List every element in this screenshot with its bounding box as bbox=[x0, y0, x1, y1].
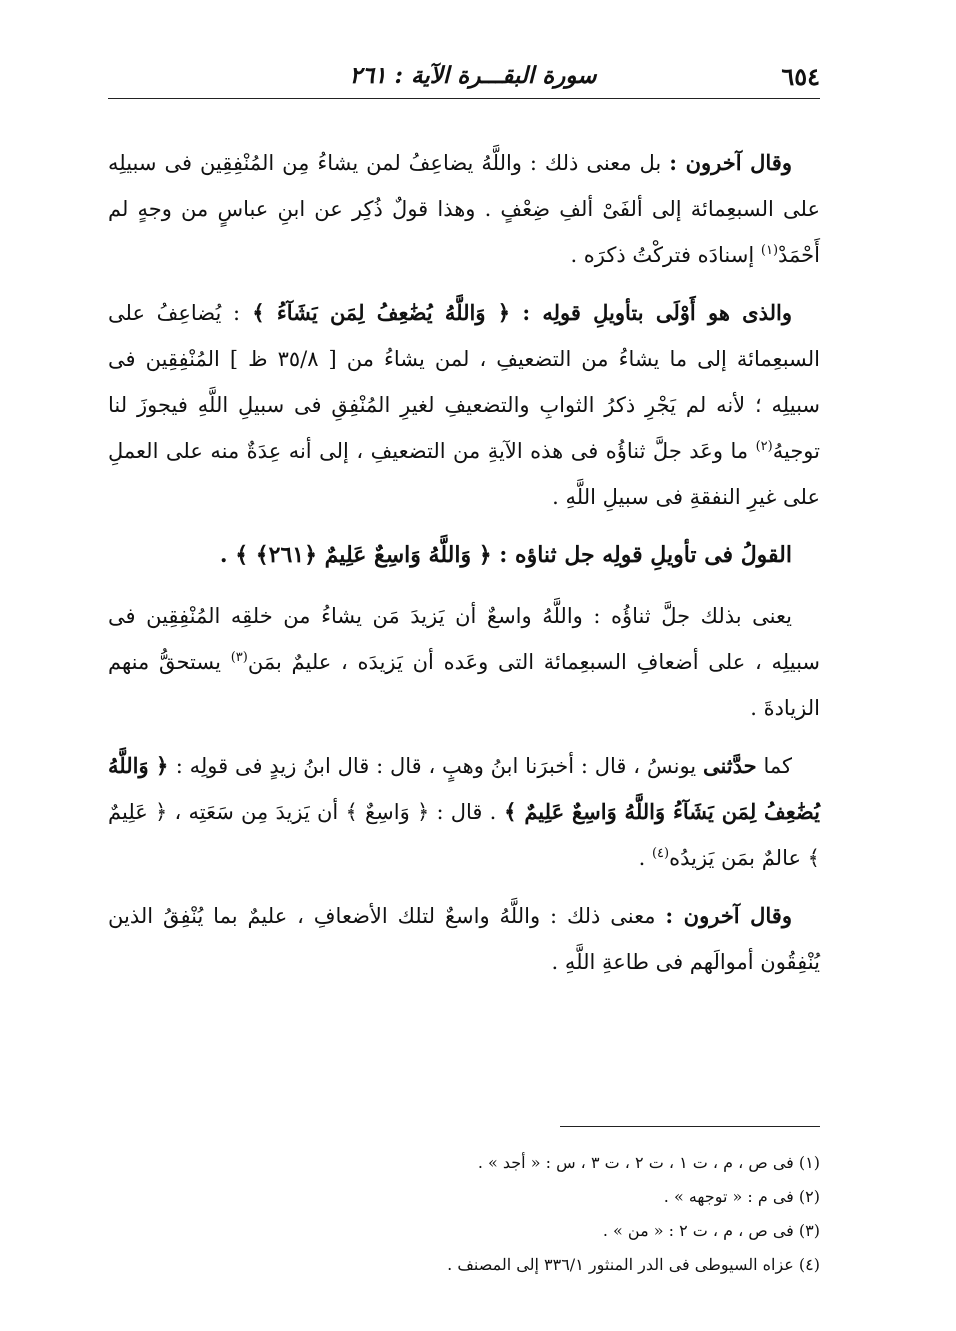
running-header bbox=[108, 54, 820, 94]
paragraph-1 bbox=[108, 140, 820, 278]
paragraph-tail: . bbox=[638, 846, 652, 870]
header-rule bbox=[108, 98, 820, 99]
paragraph-tail: ما وعَد جلَّ ثناؤُه فى هذه الآيةِ من التضعيفِ ، إلى أنه عِدَةٌ منه على العملِ على غيرِ النفقةِ فى سبيلِ اللَّهِ . bbox=[108, 439, 820, 509]
paragraph-tail: يستحقُّ منهم الزيادةَ . bbox=[108, 650, 820, 720]
footnotes bbox=[108, 1146, 820, 1282]
footnote-2: (٢) فى م : « توجهه » . bbox=[663, 1187, 820, 1206]
paragraph-pre: كما bbox=[756, 754, 792, 778]
paragraph-text: : يُضاعِفُ على السبعِمائة إلى ما يشاءُ من التضعيفِ ، لمن يشاءُ من [ ٣٥/٨ ظ ] المُنْفِقِين فى سبيلِه ؛ لأنه لم يَجْرِ ذكرُ الثوابِ والتضعيفِ لغيرِ المُنْفِقِ فى سبيلِ اللَّهِ فيجوزَ لنا توجيهُ bbox=[108, 301, 820, 463]
paragraph-text: يعنى بذلك جلَّ ثناؤُه : واللَّهُ واسعٌ أن يَزيدَ مَن يشاءُ من خلقِه المُنْفِقِين فى سبيلِه ، على أضعافِ السبعِمائة التى وعَده أن يَزيدَه ، عليمٌ بمَن bbox=[108, 604, 820, 674]
quran-verse: ﴿ وَاللَّهُ يُضَٰعِفُ لِمَن يَشَآءُ ﴾ bbox=[240, 300, 523, 325]
paragraph-3 bbox=[108, 593, 820, 731]
paragraph-lead: وقال آخرون : bbox=[665, 903, 792, 928]
paragraph-text: بل معنى ذلك : واللَّهُ يضاعِفُ لمن يشاءُ مِن المُنْفِقِين فى سبيلِه على السبعِمائة إلى ألفَىْ ألفِ ضِعْفٍ . وهذا قولٌ ذُكِر عن ابنِ عباسٍ من وجهٍ لم أَحْمَدْ bbox=[108, 151, 820, 267]
footnote-ref: (٣) bbox=[230, 650, 248, 665]
paragraph-text: يونسُ ، قال : أخبرَنا ابنُ وهبٍ ، قال : قال ابنُ زيدٍ فى قولِه : bbox=[175, 754, 703, 778]
footnote-1: (١) فى ص ، م ، ت ١ ، ت ٢ ، ت ٣ ، س : « أجد » . bbox=[477, 1153, 820, 1172]
paragraph-2 bbox=[108, 290, 820, 520]
footnote-ref: (٤) bbox=[651, 846, 670, 861]
paragraph-5 bbox=[108, 893, 820, 985]
paragraph-4 bbox=[108, 743, 820, 881]
main-text bbox=[108, 140, 820, 991]
footnote-ref: (١) bbox=[760, 243, 779, 258]
paragraph-text-2: . قال : ﴿ وَاسِعٌ ﴾ أن يَزيدَ مِن سَعَتِه ، ﴿ عَلِيمٌ ﴾ عالمٌ بمَن يَزيدُه bbox=[108, 800, 820, 870]
surah-verse-title: سورة البقـــرة الآية : ٢٦١ bbox=[349, 62, 597, 89]
paragraph-text: معنى ذلك : واللَّهُ واسعٌ لتلك الأضعافِ ، عليمٌ بما يُنْفِقُ الذين يُنْفِقُون أموالَهم فى طاعةِ اللَّهِ . bbox=[108, 904, 820, 974]
paragraph-lead: والذى هو أَوْلَى بتأويلِ قولِه : bbox=[522, 300, 792, 325]
section-heading bbox=[108, 532, 820, 579]
footnote-rule bbox=[560, 1126, 820, 1127]
quran-verse: ﴿ وَاللَّهُ يُضَٰعِفُ لِمَن يَشَآءُ وَاللَّهُ وَاسِعٌ عَلِيمٌ ﴾ bbox=[108, 753, 820, 824]
footnote-4: (٤) عزاه السيوطى فى الدر المنثور ٣٣٦/١ إلى المصنف . bbox=[447, 1255, 820, 1274]
footnote-3: (٣) فى ص ، م ، ت ٢ : « من » . bbox=[602, 1221, 820, 1240]
paragraph-lead: حدَّثنى bbox=[702, 753, 757, 778]
footnote-ref: (٢) bbox=[755, 439, 773, 454]
page-number: ٦٥٤ bbox=[781, 62, 820, 91]
paragraph-lead: وقال آخرون : bbox=[669, 150, 792, 175]
quran-verse: ﴿ وَاللَّهُ وَاسِعٌ عَلِيمٌ ﴿٢٦١﴾ ﴾ . bbox=[219, 542, 500, 568]
heading-lead: القولُ فى تأويلِ قولِه جل ثناؤه : bbox=[499, 542, 792, 568]
paragraph-tail: إسنادَه فتركْتُ ذكرَه . bbox=[570, 243, 761, 267]
